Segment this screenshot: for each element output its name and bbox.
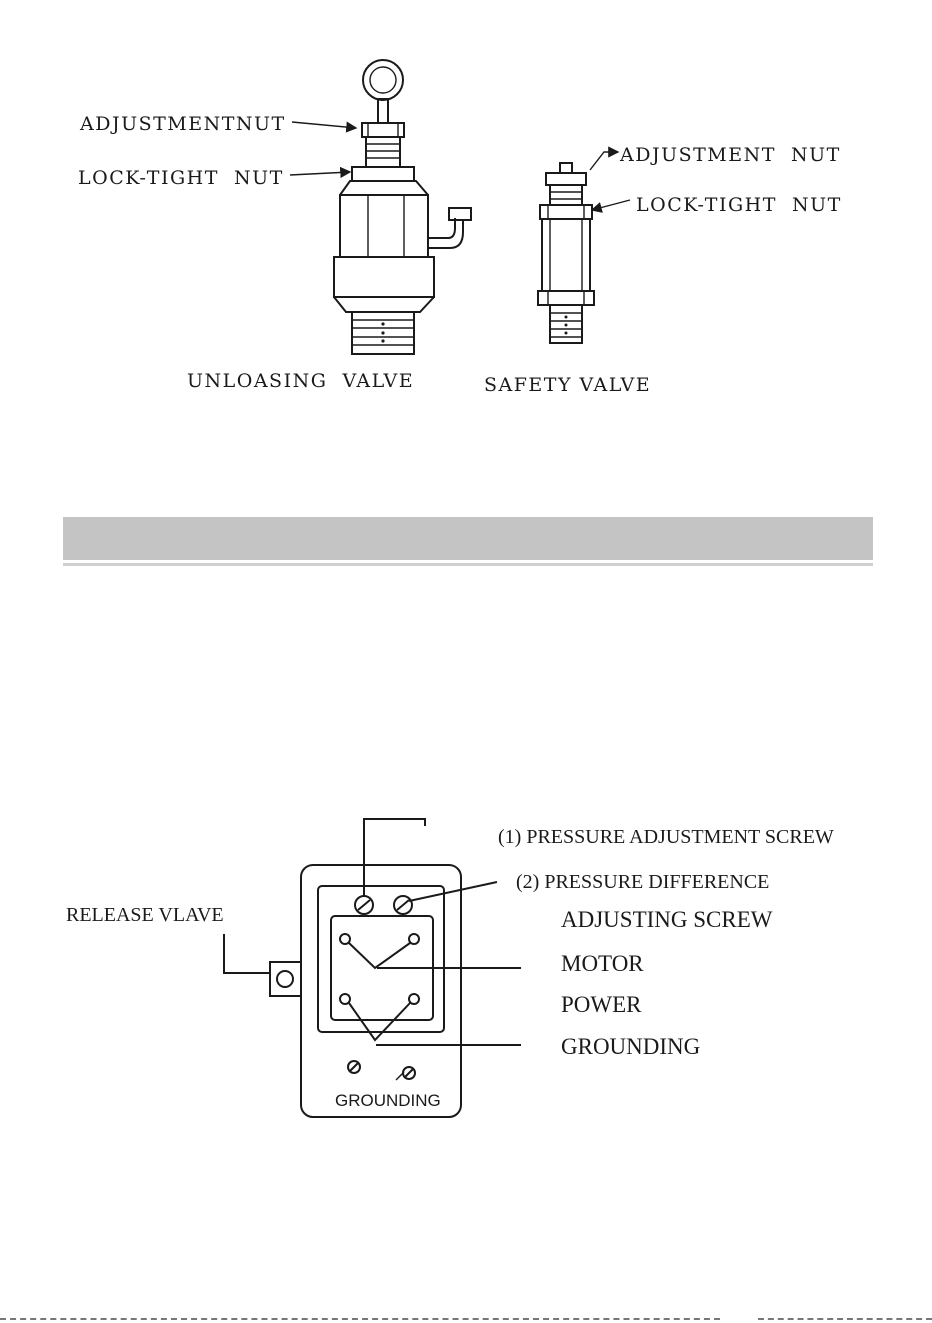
unloasing-valve-drawing [290,60,471,354]
safety-valve-drawing [538,152,630,343]
safety-hex [538,291,594,305]
unloasing-valve-title: UNLOASING VALVE [187,370,415,392]
power-label: POWER [561,992,642,1017]
release-valve [270,962,301,996]
power-terminal-right [409,994,419,1004]
motor-terminal-left [340,934,350,944]
pressure-difference-label: (2) PRESSURE DIFFERENCE [516,871,770,893]
grounding-label: GROUNDING [561,1034,701,1059]
switch-housing [301,865,461,1117]
valve-body-lower [334,257,434,297]
power-terminal-left [340,994,350,1004]
pull-ring [363,60,403,100]
switch-cover-outer [318,886,444,1032]
safety-body [542,219,590,291]
motor-terminal-right [409,934,419,944]
valve-body-hex [340,195,428,257]
safety-cap [560,163,572,173]
lock-tight-nut [352,167,414,181]
release-valve-label: RELEASE VLAVE [66,904,224,926]
safety-adjustment-nut-label: ADJUSTMENT NUT [620,144,841,166]
pressure-switch-drawing [224,819,521,1117]
unloasing-lock-tight-nut-label: LOCK-TIGHT NUT [78,167,284,189]
switch-grounding-marking: GROUNDING [335,1091,441,1110]
motor-label: MOTOR [561,951,644,976]
adjusting-screw-label: ADJUSTING SCREW [561,907,773,932]
safety-lock-tight-nut-label: LOCK-TIGHT NUT [636,194,842,216]
safety-valve-title: SAFETY VALVE [484,374,652,396]
valve-stem [378,99,388,123]
safety-adjustment-nut [546,173,586,185]
threaded-stem [366,137,400,167]
pressure-adjustment-screw-label: (1) PRESSURE ADJUSTMENT SCREW [498,826,834,848]
unloasing-adjustment-nut-label: ADJUSTMENTNUT [80,113,286,135]
